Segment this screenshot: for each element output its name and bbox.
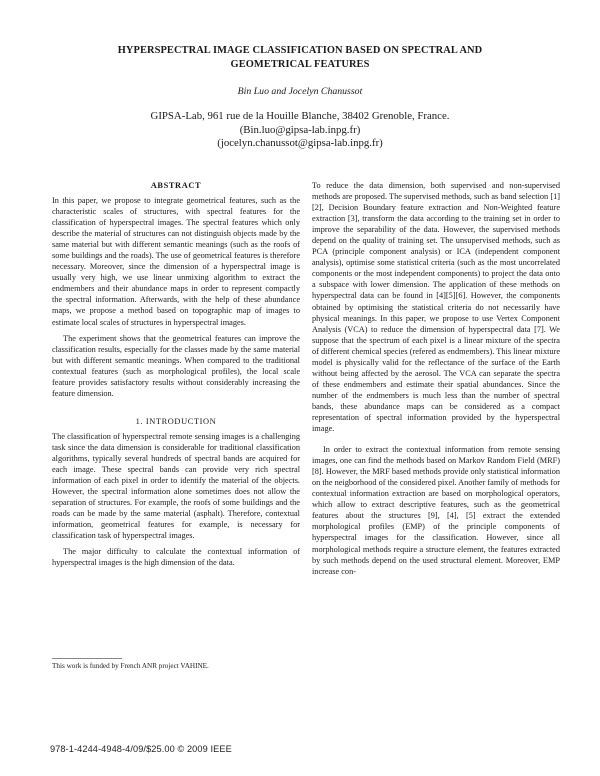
right-paragraph-2: In order to extract the contextual information from remote sensing images, one can find the methods based on Markov Random Field (MRF) [8]. However, the MRF based methods provide only statistical information on the neigborhood of the considered pixel. Another family of methods for contextual information extraction are based on morphological operators, which allow to extract descriptive features, such as the geometrical features about the structures [9], [4], [5] extract the extended morphological profiles (EMP) of the principle components of hyperspectral images for the classification. However, since all morphological methods require a structure element, the features extracted by such methods depend on the used structural element. Moreover, EMP increase con-: [312, 445, 560, 576]
affiliation: GIPSA-Lab, 961 rue de la Houille Blanche, 38402 Grenoble, France.: [150, 110, 450, 122]
title-line-1: HYPERSPECTRAL IMAGE CLASSIFICATION BASED ON SPECTRAL AND: [117, 45, 483, 56]
right-column: [312, 180, 560, 582]
abstract-paragraph-1: In this paper, we propose to integrate geometrical features, such as the characteristic scales of structures, with spectral features for the classification of hyperspectral images. The spectral features which only describe the material of structures can not distinguish objects made by the same material but with different semantic meanings (such as the roofs of some buildings and the roads). The use of geometrical features is therefore necessary. Moreover, since the dimension of a hyperspectral image is usually very high, we use linear unmixing algorithm to extract the endmembers and their abundance maps in order to represent compactly the spectral information. Afterwards, with the help of these abundance maps, we propose a method based on topographic map of images to estimate local scales of structures in hyperspectral images.: [52, 196, 300, 327]
funding-footnote: This work is funded by French ANR project VAHINE.: [52, 662, 209, 670]
abstract-paragraph-2: The experiment shows that the geometrical features can improve the classification results, especially for the classes made by the same material but with different semantic meanings. When compared to the traditional contextual features (such as morphological profiles), the local scale feature provides satisfactory results without considerably increasing the feature dimension.: [52, 333, 300, 398]
introduction-section: [52, 416, 300, 569]
isbn-copyright: 978-1-4244-4948-4/09/$25.00 © 2009 IEEE: [50, 744, 232, 754]
intro-paragraph-2: The major difficulty to calculate the contextual information of hyperspectral images is the high dimension of the data.: [52, 547, 300, 568]
abstract-heading: ABSTRACT: [150, 181, 202, 190]
intro-paragraph-1: The classification of hyperspectral remote sensing images is a challenging task since the data dimension is considerable for traditional classification algorithms, typically several hundreds of spectral bands are acquired for each image. These spectral bands can provide very rich spectral information of each pixel in order to identify the material of the objects. However, the spectral information alone sometimes does not allow the separation of structures. For example, the roofs of some buildings and the roads can be made by the same material (asphalt). Therefore, contextual information, geometrical features for example, is necessary for classification task of hyperspectral images.: [52, 431, 300, 541]
footnote-divider: [52, 658, 122, 659]
author-email-1: (Bin.luo@gipsa-lab.inpg.fr): [239, 123, 361, 136]
title-line-2: GEOMETRICAL FEATURES: [230, 59, 370, 70]
author-email-2: (jocelyn.chanussot@gipsa-lab.inpg.fr): [217, 137, 383, 149]
right-paragraph-1: To reduce the data dimension, both supervised and non-supervised methods are proposed. The supervised methods, such as band selection [1][2], Decision Boundary feature extraction and Non-Weighted feature extraction [3], transform the data according to the training set in order to improve the separability of the data. However, the supervised methods depend on the quality of training set. The unsupervised methods, such as PCA (principle component analysis) or ICA (independent component analysis), optimise some statistical criteria (such as the most uncorrelated components or the most independent components) to project the data onto a subspace with lower dimension. The application of these methods on hyperspectral data can be found in [4][5][6]. However, the components obtained by optimising the statistical criteria do not necessarily have physical meanings. In this paper, we propose to use Vertex Component Analysis (VCA) to reduce the dimension of hyperspectral data [7]. We suppose that the spectrum of each pixel is a linear mixture of the spectra of different chemical species (refered as endmembers). This linear mixture model is physically valid for the reflectance of the surface of the Earth without being affected by the aerosol. The VCA can separate the spectra of these endmembers and estimate their spatial abundances. Since the number of the endmembers is much less than the number of spectral bands, these abundance maps can be considered as a compact representation of spectral information provided by the hyperspectral image.: [312, 181, 560, 434]
paper-authors: Bin Luo and Jocelyn Chanussot: [237, 86, 363, 97]
affiliation-block: [40, 110, 560, 151]
paper-title: [40, 44, 560, 72]
introduction-heading: 1. INTRODUCTION: [135, 416, 217, 426]
left-column: [52, 180, 300, 573]
